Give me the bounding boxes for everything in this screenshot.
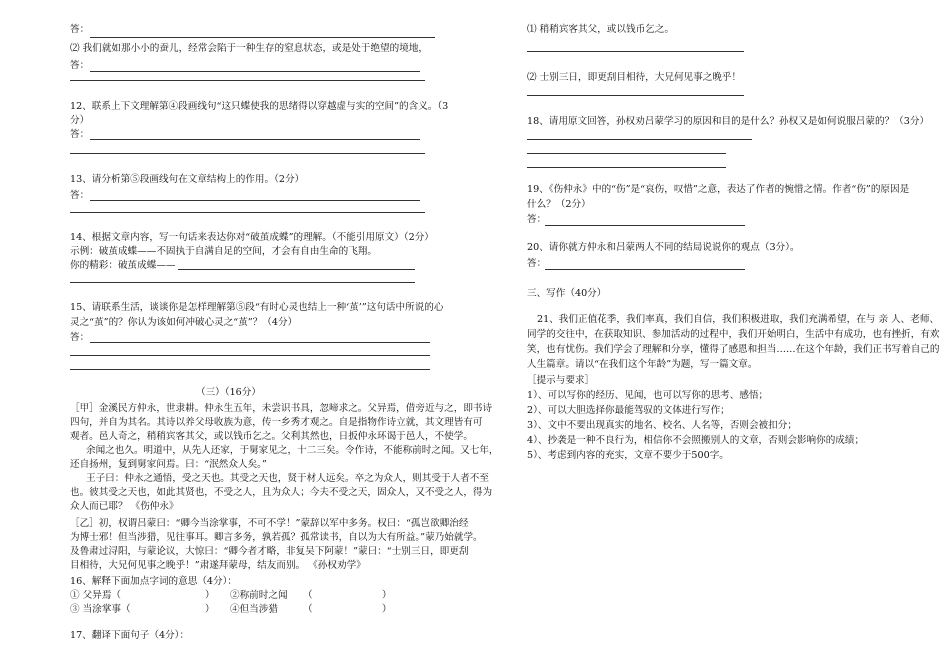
q15-text: 15、请联系生活，谈谈你是怎样理解第⑤段“有时心灵也结上一种‘茧’”这句话中所说的心 — [70, 302, 444, 313]
passage-line: 四句，并自为其名。其诗以养父母收族为意，传一乡秀才观之。自是指物作诗立就，其文理皆有可 — [70, 417, 483, 428]
q14-example: 示例：破茧成蝶——不固执于自满自足的空间，才会有自由生命的飞翔。 — [70, 246, 377, 257]
q17-sentence-2: ⑵ 士别三日，即更刮目相待，大兄何见事之晚乎！ — [527, 72, 742, 83]
q16-bracket: ） — [382, 590, 392, 601]
q19-text-cont: 什么？（2分） — [527, 199, 591, 210]
q16-bracket: ） — [382, 604, 392, 615]
prompt-line: 同学的交往中，在获取知识、参加活动的过程中，我们开始明白，生活中有成功，也有挫折，有欢 — [527, 329, 940, 340]
section-3-title: （三）（16分） — [196, 387, 261, 398]
answer-line[interactable] — [527, 167, 726, 168]
passage-line: 王子曰：仲永之通悟，受之天也。其受之天也，贤于材人远矣。卒之为众人，则其受于人者不至 — [86, 473, 489, 484]
q14-text: 14、根据文章内容，写一句话来表达你对“破茧成蝶”的理解。（不能引用原文）（2分） — [70, 232, 434, 243]
q16-item-4: ④但当涉猎 — [230, 604, 278, 615]
answer-line[interactable] — [90, 342, 430, 343]
q17-text: 17、翻译下面句子（4分）： — [70, 630, 190, 641]
answer-line[interactable] — [70, 153, 425, 154]
answer-label: 答： — [527, 258, 547, 269]
answer-line[interactable] — [90, 200, 420, 201]
answer-label: 答： — [70, 24, 90, 35]
tip-item: 3）、文中不要出现真实的地名、校名、人名等，否则会被扣分； — [527, 420, 797, 431]
tip-item: 5）、考虑到内容的充实，文章不要少于500字。 — [527, 450, 729, 461]
answer-line[interactable] — [70, 282, 415, 283]
answer-label: 答： — [70, 60, 90, 71]
passage-line: 众人而已耶？ 《伤仲永》 — [70, 501, 179, 512]
answer-line[interactable] — [545, 269, 745, 270]
passage-line: 及鲁肃过浔阳，与蒙论议，大惊曰：“卿今者才略，非复吴下阿蒙！”蒙曰：“士别三日，即更刮 — [70, 546, 469, 557]
answer-line[interactable] — [90, 71, 420, 72]
tips-title: ［提示与要求］ — [527, 375, 595, 386]
passage-line: 余闻之也久。明道中，从先人还家，于舅家见之，十二三矣。令作诗，不能称前时之闻。又七年， — [86, 445, 499, 456]
q17-sentence-1: ⑴ 稍稍宾客其父，或以钱币乞之。 — [527, 24, 674, 35]
answer-label: 答： — [527, 214, 547, 225]
q14-yours: 你的精彩：破茧成蝶—— — [70, 260, 176, 271]
tip-item: 2）、可以大胆选择你最能驾驭的文体进行写作； — [527, 405, 730, 416]
answer-line[interactable] — [527, 153, 726, 154]
q16-item-1: ① 父异焉（ — [70, 590, 122, 601]
answer-line[interactable] — [545, 225, 745, 226]
passage-line: 还自扬州，复到舅家问焉。曰：“泯然众人矣。” — [70, 459, 267, 470]
answer-line[interactable] — [527, 139, 752, 140]
prompt-line: 21、我们正值花季，我们率真，我们自信，我们积极进取，我们充满希望，在与 亲 人、老师、 — [537, 314, 940, 325]
answer-label: 答： — [70, 332, 90, 343]
answer-line[interactable] — [527, 51, 744, 52]
q20-text: 20、请你就方仲永和吕蒙两人不同的结局说说你的观点（3分）。 — [527, 242, 800, 253]
answer-line[interactable] — [70, 369, 430, 370]
q12-text-cont: 分） — [70, 115, 90, 126]
section-writing-title: 三、写作（40分） — [527, 288, 607, 299]
q16-bracket: （ — [303, 590, 313, 601]
answer-label: 答： — [70, 129, 90, 140]
q19-text: 19、《伤仲永》中的“伤”是“哀伤，叹惜”之意，表达了作者的惋惜之情。作者“伤”的原因是 — [527, 184, 910, 195]
passage-line: ［甲］金溪民方仲永，世隶耕。仲永生五年，未尝识书具，忽啼求之。父异焉，借旁近与之，即书诗 — [70, 403, 493, 414]
prompt-line: 笑，也有忧伤。我们学会了理解和分享，懂得了感恩和担当……在这个年龄，我们正书写着自己的 — [527, 344, 940, 355]
passage-line: 观者。邑人奇之，稍稍宾客其父，或以钱币乞之。父利其然也，日扳仲永环谒于邑人，不使学。 — [70, 431, 473, 442]
q15-text-cont: 灵之“茧”的？你认为该如何冲破心灵之“茧”？（4分） — [70, 317, 298, 328]
passage-line: 也。彼其受之天也，如此其贤也，不受之人，且为众人；今夫不受之天，固众人，又不受之人，得为 — [70, 487, 493, 498]
q16-bracket: （ — [303, 604, 313, 615]
tip-item: 1）、可以写你的经历、见闻，也可以写你的思考、感悟； — [527, 390, 769, 401]
answer-line[interactable] — [90, 139, 420, 140]
answer-line[interactable] — [70, 212, 425, 213]
passage-line: ［乙］初，权谓吕蒙曰：“卿今当涂掌事，不可不学！”蒙辞以军中多务。权曰：“孤岂欲卿治经 — [70, 518, 469, 529]
prompt-line: 人生篇章。请以“在我们这个年龄”为题，写一篇文章。 — [527, 359, 758, 370]
answer-label: 答： — [70, 190, 90, 201]
q16-item-3: ③ 当涂掌事（ — [70, 604, 131, 615]
q12-text: 12、联系上下文理解第④段画线句“这只蝶使我的思绪得以穿越虚与实的空间”的含义。（3 — [70, 101, 449, 112]
answer-line[interactable] — [70, 80, 425, 81]
answer-line[interactable] — [70, 355, 430, 356]
tip-item: 4）、抄袭是一种不良行为，相信你不会照搬别人的文章，否则会影响你的成绩； — [527, 435, 865, 446]
passage-line: 为博士邪！但当涉猎，见往事耳。卿言多务，孰若孤？孤常读书，自以为大有所益。”蒙乃始就学。 — [70, 532, 483, 543]
q16-text: 16、解释下面加点字词的意思（4分）： — [70, 576, 238, 587]
q16-bracket: ） — [205, 604, 215, 615]
q16-bracket: ） — [205, 590, 215, 601]
q11-part2-text: ⑵ 我们就如那小小的蚕儿，经常会陷于一种生存的窒息状态，或是处于绝望的境地， — [70, 43, 429, 54]
q18-text: 18、请用原文回答，孙权劝吕蒙学习的原因和目的是什么？孙权又是如何说服吕蒙的？（3分） — [527, 116, 930, 127]
answer-line[interactable] — [178, 269, 415, 270]
passage-line: 目相待，大兄何见事之晚乎！”肃遂拜蒙母，结友而别。 《孙权劝学》 — [70, 560, 366, 571]
q13-text: 13、请分析第⑤段画线句在文章结构上的作用。（2分） — [70, 174, 305, 185]
q16-item-2: ②称前时之闻 — [230, 590, 288, 601]
answer-line[interactable] — [90, 37, 435, 38]
answer-line[interactable] — [527, 95, 744, 96]
